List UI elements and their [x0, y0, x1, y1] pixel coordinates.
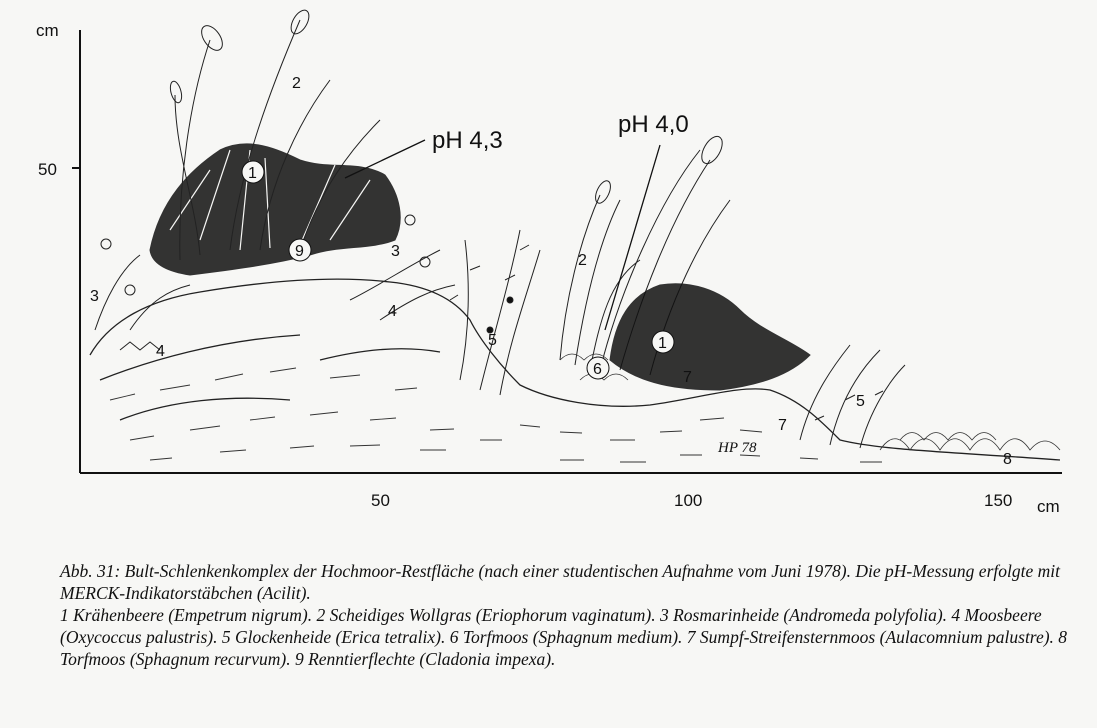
y-tick-label: 50	[38, 160, 57, 179]
marker-7-right: 7	[778, 417, 787, 434]
marker-4-middle: 4	[388, 303, 397, 320]
marker-3-left: 3	[90, 288, 99, 305]
marker-2-left: 2	[292, 75, 301, 92]
heather-right	[800, 345, 905, 448]
marker-1-right: 1	[658, 335, 667, 352]
marker-3-middle: 3	[391, 243, 400, 260]
crowberry-clump-left	[150, 144, 400, 275]
crowberry-clump-right	[610, 284, 810, 390]
x-tick-label-50: 50	[371, 491, 390, 510]
artist-signature: HP 78	[718, 440, 757, 456]
marker-4-left: 4	[156, 343, 165, 360]
figure-caption	[60, 560, 1085, 670]
ph-label-right: pH 4,0	[618, 111, 689, 138]
x-axis-unit: cm	[1037, 497, 1060, 516]
marker-6: 6	[593, 361, 602, 378]
marker-7-middle: 7	[683, 369, 692, 386]
marker-9: 9	[295, 243, 304, 260]
marker-1-left: 1	[248, 165, 257, 182]
y-axis-unit: cm	[36, 21, 59, 40]
caption-intro: Abb. 31: Bult-Schlenkenkomplex der Hochmoor-Restfläche (nach einer studentischen Aufnahme vom Juni 1978). Die pH-Messung erfolgte mit MERCK-Indikatorstäbchen (Acilit).	[60, 561, 1060, 603]
peat-hatching	[110, 368, 882, 462]
species-markers	[90, 75, 1012, 468]
x-tick-label-100: 100	[674, 491, 703, 510]
caption-species-legend: 1 Krähenbeere (Empetrum nigrum). 2 Scheidiges Wollgras (Eriophorum vaginatum). 3 Rosmarinheide (Andromeda polyfolia). 4 Moosbeere (Oxycoccus palustris). 5 Glockenheide (Erica tetralix). 6 Torfmoos (Sphagnum medium). 7 Sumpf-Streifensternmoos (Aulacomnium palustre). 8 Torfmoos (Sphagnum recurvum). 9 Renntierflechte (Cladonia impexa).	[60, 605, 1068, 669]
marker-8: 8	[1003, 451, 1012, 468]
marker-5-right: 5	[856, 393, 865, 410]
marker-5-middle: 5	[488, 332, 497, 349]
ph-label-left: pH 4,3	[432, 127, 503, 154]
x-tick-label-150: 150	[984, 491, 1013, 510]
marker-2-middle: 2	[578, 252, 587, 269]
